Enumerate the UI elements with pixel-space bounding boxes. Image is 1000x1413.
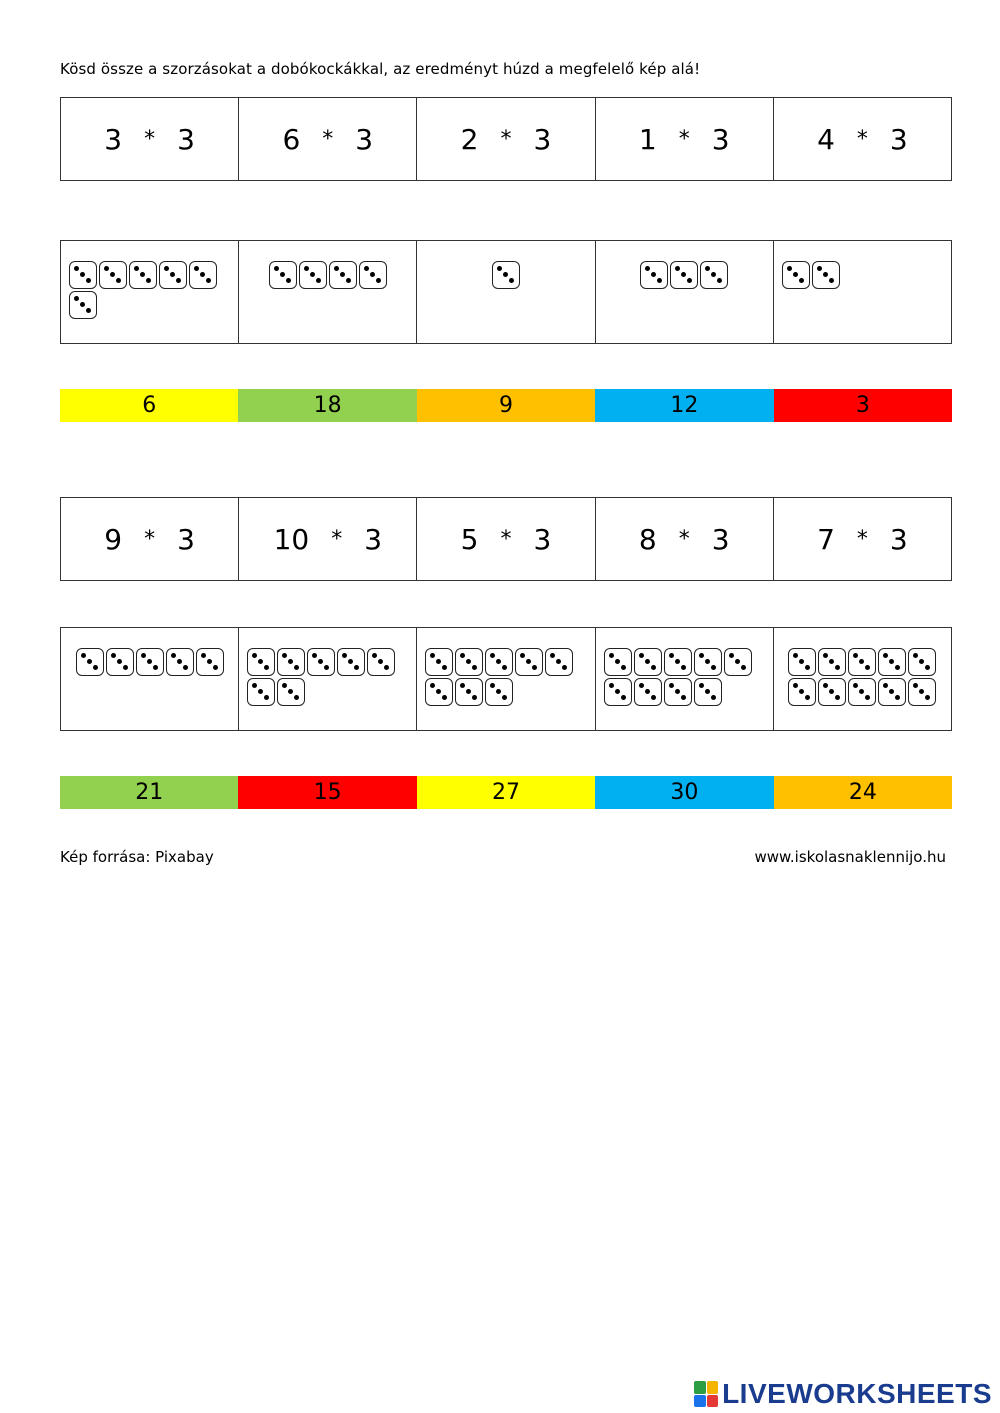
- factor-a: 10: [273, 522, 310, 556]
- answer-tile[interactable]: 12: [595, 389, 773, 422]
- dice-pip: [829, 278, 834, 283]
- dice-pip: [853, 653, 858, 658]
- dice-pip: [829, 689, 834, 694]
- website-link[interactable]: www.iskolasnaklennijo.hu: [754, 848, 946, 866]
- dice-pip: [925, 695, 930, 700]
- expression-cell: [417, 498, 595, 580]
- dice-pip: [853, 683, 858, 688]
- dice-drop-cell[interactable]: [596, 628, 774, 730]
- dice-three-icon: [908, 648, 936, 676]
- dice-pip: [442, 665, 447, 670]
- dice-three-icon: [76, 648, 104, 676]
- dice-pip: [183, 665, 188, 670]
- multiply-sign: *: [144, 526, 156, 552]
- dice-pip: [86, 278, 91, 283]
- dice-pip: [793, 653, 798, 658]
- dice-pip: [883, 683, 888, 688]
- factor-a: 6: [282, 122, 301, 156]
- dice-pip: [532, 665, 537, 670]
- dice-three-icon: [664, 648, 692, 676]
- dice-pip: [104, 266, 109, 271]
- dice-three-icon: [106, 648, 134, 676]
- expression-cell: [239, 98, 417, 180]
- dice-pip: [889, 689, 894, 694]
- dice-three-icon: [455, 648, 483, 676]
- dice-pip: [213, 665, 218, 670]
- dice-pip: [823, 653, 828, 658]
- dice-pip: [895, 695, 900, 700]
- expression-cell: [61, 498, 239, 580]
- logo-square: [694, 1381, 706, 1394]
- answer-tile[interactable]: 3: [774, 389, 952, 422]
- dice-pip: [282, 653, 287, 658]
- dice-pip: [466, 659, 471, 664]
- dice-pip: [153, 665, 158, 670]
- dice-three-icon: [247, 648, 275, 676]
- dice-drop-cell[interactable]: [774, 241, 951, 343]
- dice-pip: [490, 683, 495, 688]
- dice-pip: [835, 665, 840, 670]
- dice-pip: [74, 266, 79, 271]
- dice-pip: [913, 683, 918, 688]
- answer-bar-1: [60, 389, 952, 422]
- dice-pip: [681, 695, 686, 700]
- instruction-text: Kösd össze a szorzásokat a dobókockákkal, az eredményt húzd a megfelelő kép alá!: [60, 60, 701, 78]
- dice-pip: [823, 272, 828, 277]
- dice-pip: [201, 653, 206, 658]
- dice-pip: [81, 653, 86, 658]
- dice-pip: [141, 653, 146, 658]
- dice-pip: [799, 689, 804, 694]
- dice-pip: [87, 659, 92, 664]
- dice-pip: [651, 695, 656, 700]
- dice-pip: [615, 689, 620, 694]
- dice-pip: [116, 278, 121, 283]
- dice-pip: [318, 659, 323, 664]
- dice-three-icon: [878, 648, 906, 676]
- dice-three-icon: [166, 648, 194, 676]
- multiply-sign: *: [856, 126, 868, 152]
- dice-drop-cell[interactable]: [774, 628, 951, 730]
- dice-pip: [436, 659, 441, 664]
- dice-pip: [793, 272, 798, 277]
- dice-pip: [675, 659, 680, 664]
- dice-pip: [258, 659, 263, 664]
- dice-three-icon: [425, 678, 453, 706]
- dice-pip: [294, 695, 299, 700]
- dice-pip: [200, 272, 205, 277]
- dice-three-icon: [545, 648, 573, 676]
- dice-pip: [312, 653, 317, 658]
- dice-three-icon: [515, 648, 543, 676]
- dice-pip: [645, 689, 650, 694]
- dice-pip: [526, 659, 531, 664]
- factor-b: 3: [711, 522, 730, 556]
- answer-tile[interactable]: 24: [774, 776, 952, 809]
- dice-pip: [865, 665, 870, 670]
- dice-drop-cell[interactable]: [417, 628, 595, 730]
- dice-pip: [711, 665, 716, 670]
- factor-b: 3: [355, 122, 374, 156]
- image-source: Kép forrása: Pixabay: [60, 848, 214, 866]
- dice-three-icon: [818, 678, 846, 706]
- factor-b: 3: [364, 522, 383, 556]
- dice-row-1: [60, 240, 952, 344]
- dice-pip: [111, 653, 116, 658]
- dice-three-icon: [269, 261, 297, 289]
- dice-three-icon: [367, 648, 395, 676]
- dice-pip: [460, 683, 465, 688]
- dice-pip: [645, 659, 650, 664]
- dice-three-icon: [307, 648, 335, 676]
- dice-pip: [503, 272, 508, 277]
- factor-b: 3: [177, 522, 195, 556]
- answer-tile[interactable]: 27: [417, 776, 595, 809]
- dice-three-icon: [848, 648, 876, 676]
- dice-pip: [711, 272, 716, 277]
- dice-pip: [282, 683, 287, 688]
- dice-pip: [639, 653, 644, 658]
- dice-pip: [80, 302, 85, 307]
- dice-drop-cell[interactable]: [417, 241, 595, 343]
- factor-a: 7: [817, 522, 835, 556]
- dice-pip: [741, 665, 746, 670]
- dice-pip: [497, 266, 502, 271]
- dice-pip: [502, 695, 507, 700]
- dice-pip: [705, 266, 710, 271]
- expression-row-1: [60, 97, 952, 181]
- dice-three-icon: [788, 678, 816, 706]
- dice-pip: [895, 665, 900, 670]
- dice-three-icon: [492, 261, 520, 289]
- dice-pip: [621, 695, 626, 700]
- dice-pip: [550, 653, 555, 658]
- dice-pip: [274, 266, 279, 271]
- factor-b: 3: [889, 122, 908, 156]
- dice-pip: [699, 653, 704, 658]
- dice-row-2: [60, 627, 952, 731]
- dice-pip: [681, 272, 686, 277]
- dice-three-icon: [69, 261, 97, 289]
- factor-b: 3: [533, 522, 552, 556]
- dice-pip: [556, 659, 561, 664]
- dice-pip: [669, 683, 674, 688]
- dice-pip: [378, 659, 383, 664]
- dice-pip: [829, 659, 834, 664]
- dice-pip: [384, 665, 389, 670]
- answer-tile[interactable]: 9: [417, 389, 595, 422]
- dice-pip: [735, 659, 740, 664]
- dice-pip: [711, 695, 716, 700]
- multiply-sign: *: [678, 526, 690, 552]
- dice-pip: [799, 278, 804, 283]
- dice-three-icon: [634, 678, 662, 706]
- answer-tile[interactable]: 21: [60, 776, 238, 809]
- dice-pip: [496, 659, 501, 664]
- dice-three-icon: [782, 261, 810, 289]
- dice-three-icon: [878, 678, 906, 706]
- logo-square: [707, 1395, 719, 1408]
- expression-cell: [774, 498, 951, 580]
- dice-pip: [340, 272, 345, 277]
- dice-drop-cell[interactable]: [61, 628, 239, 730]
- dice-pip: [354, 665, 359, 670]
- dice-pip: [324, 665, 329, 670]
- dice-three-icon: [99, 261, 127, 289]
- dice-pip: [472, 695, 477, 700]
- dice-pip: [288, 689, 293, 694]
- dice-pip: [264, 665, 269, 670]
- answer-bar-2: [60, 776, 952, 809]
- dice-pip: [140, 272, 145, 277]
- expression-cell: [774, 98, 951, 180]
- dice-pip: [342, 653, 347, 658]
- dice-three-icon: [604, 648, 632, 676]
- expression-cell: [596, 98, 774, 180]
- factor-a: 1: [638, 122, 657, 156]
- dice-pip: [699, 683, 704, 688]
- answer-tile[interactable]: 18: [238, 389, 416, 422]
- dice-pip: [562, 665, 567, 670]
- multiply-sign: *: [322, 126, 334, 152]
- logo-square: [694, 1395, 706, 1408]
- dice-pip: [252, 653, 257, 658]
- dice-drop-cell[interactable]: [239, 628, 417, 730]
- dice-pip: [865, 695, 870, 700]
- dice-pip: [74, 296, 79, 301]
- dice-three-icon: [337, 648, 365, 676]
- dice-pip: [288, 659, 293, 664]
- multiply-sign: *: [678, 126, 690, 152]
- dice-pip: [147, 659, 152, 664]
- dice-pip: [520, 653, 525, 658]
- factor-a: 8: [638, 522, 657, 556]
- expression-cell: [417, 98, 595, 180]
- dice-pip: [681, 665, 686, 670]
- dice-pip: [925, 665, 930, 670]
- factor-a: 9: [104, 522, 123, 556]
- dice-three-icon: [425, 648, 453, 676]
- dice-three-icon: [664, 678, 692, 706]
- dice-pip: [164, 266, 169, 271]
- dice-pip: [817, 266, 822, 271]
- dice-pip: [919, 689, 924, 694]
- dice-pip: [799, 659, 804, 664]
- dice-pip: [346, 278, 351, 283]
- dice-three-icon: [455, 678, 483, 706]
- dice-three-icon: [812, 261, 840, 289]
- factor-b: 3: [889, 522, 908, 556]
- dice-pip: [705, 689, 710, 694]
- factor-a: 5: [460, 522, 479, 556]
- dice-three-icon: [247, 678, 275, 706]
- dice-pip: [823, 683, 828, 688]
- dice-pip: [372, 653, 377, 658]
- multiply-sign: *: [856, 526, 868, 552]
- dice-pip: [913, 653, 918, 658]
- dice-pip: [252, 683, 257, 688]
- dice-pip: [80, 272, 85, 277]
- dice-pip: [258, 689, 263, 694]
- dice-pip: [171, 653, 176, 658]
- factor-a: 3: [104, 122, 123, 156]
- dice-pip: [502, 665, 507, 670]
- dice-pip: [177, 659, 182, 664]
- dice-pip: [460, 653, 465, 658]
- dice-pip: [472, 665, 477, 670]
- dice-pip: [86, 308, 91, 313]
- multiply-sign: *: [500, 126, 512, 152]
- dice-pip: [609, 683, 614, 688]
- dice-pip: [787, 266, 792, 271]
- dice-three-icon: [694, 678, 722, 706]
- dice-pip: [430, 653, 435, 658]
- logo-square: [707, 1381, 719, 1394]
- expression-cell: [239, 498, 417, 580]
- dice-three-icon: [129, 261, 157, 289]
- dice-pip: [310, 272, 315, 277]
- dice-pip: [883, 653, 888, 658]
- dice-three-icon: [277, 678, 305, 706]
- dice-three-icon: [299, 261, 327, 289]
- liveworksheets-brand: [694, 1378, 992, 1410]
- dice-pip: [146, 278, 151, 283]
- dice-pip: [919, 659, 924, 664]
- dice-three-icon: [724, 648, 752, 676]
- dice-pip: [264, 695, 269, 700]
- dice-pip: [334, 266, 339, 271]
- dice-pip: [805, 695, 810, 700]
- multiply-sign: *: [500, 526, 512, 552]
- dice-pip: [207, 659, 212, 664]
- dice-pip: [348, 659, 353, 664]
- dice-pip: [621, 665, 626, 670]
- dice-three-icon: [159, 261, 187, 289]
- dice-pip: [364, 266, 369, 271]
- dice-pip: [170, 272, 175, 277]
- dice-three-icon: [485, 678, 513, 706]
- dice-three-icon: [136, 648, 164, 676]
- dice-three-icon: [788, 648, 816, 676]
- dice-pip: [316, 278, 321, 283]
- dice-pip: [110, 272, 115, 277]
- dice-pip: [639, 683, 644, 688]
- dice-pip: [805, 665, 810, 670]
- dice-pip: [669, 653, 674, 658]
- dice-pip: [123, 665, 128, 670]
- dice-pip: [615, 659, 620, 664]
- dice-three-icon: [329, 261, 357, 289]
- dice-three-icon: [359, 261, 387, 289]
- dice-pip: [609, 653, 614, 658]
- dice-pip: [194, 266, 199, 271]
- dice-pip: [304, 266, 309, 271]
- dice-pip: [889, 659, 894, 664]
- dice-pip: [651, 272, 656, 277]
- dice-pip: [376, 278, 381, 283]
- dice-pip: [509, 278, 514, 283]
- dice-pip: [286, 278, 291, 283]
- dice-pip: [436, 689, 441, 694]
- dice-three-icon: [640, 261, 668, 289]
- dice-pip: [442, 695, 447, 700]
- dice-pip: [294, 665, 299, 670]
- factor-a: 4: [817, 122, 835, 156]
- dice-pip: [729, 653, 734, 658]
- brand-wordmark: LIVEWORKSHEETS: [722, 1378, 992, 1409]
- dice-pip: [717, 278, 722, 283]
- answer-tile[interactable]: 15: [238, 776, 416, 809]
- dice-pip: [835, 695, 840, 700]
- dice-pip: [645, 266, 650, 271]
- dice-pip: [657, 278, 662, 283]
- dice-pip: [206, 278, 211, 283]
- dice-pip: [490, 653, 495, 658]
- factor-b: 3: [711, 122, 730, 156]
- dice-pip: [496, 689, 501, 694]
- dice-pip: [675, 266, 680, 271]
- multiply-sign: *: [331, 526, 343, 552]
- dice-pip: [651, 665, 656, 670]
- expression-cell: [596, 498, 774, 580]
- dice-three-icon: [670, 261, 698, 289]
- dice-pip: [466, 689, 471, 694]
- dice-pip: [430, 683, 435, 688]
- dice-drop-cell[interactable]: [596, 241, 774, 343]
- dice-pip: [134, 266, 139, 271]
- dice-three-icon: [196, 648, 224, 676]
- factor-b: 3: [177, 122, 195, 156]
- dice-three-icon: [700, 261, 728, 289]
- dice-three-icon: [694, 648, 722, 676]
- dice-three-icon: [908, 678, 936, 706]
- answer-tile[interactable]: 6: [60, 389, 238, 422]
- liveworksheets-logo-icon: [694, 1381, 718, 1407]
- dice-drop-cell[interactable]: [239, 241, 417, 343]
- dice-pip: [280, 272, 285, 277]
- dice-pip: [859, 689, 864, 694]
- factor-a: 2: [460, 122, 479, 156]
- dice-pip: [370, 272, 375, 277]
- dice-drop-cell[interactable]: [61, 241, 239, 343]
- factor-b: 3: [533, 122, 552, 156]
- dice-three-icon: [277, 648, 305, 676]
- dice-three-icon: [69, 291, 97, 319]
- expression-cell: [61, 98, 239, 180]
- dice-pip: [675, 689, 680, 694]
- expression-row-2: [60, 497, 952, 581]
- dice-pip: [793, 683, 798, 688]
- dice-three-icon: [604, 678, 632, 706]
- dice-three-icon: [818, 648, 846, 676]
- dice-three-icon: [634, 648, 662, 676]
- dice-pip: [93, 665, 98, 670]
- dice-three-icon: [848, 678, 876, 706]
- dice-pip: [859, 659, 864, 664]
- multiply-sign: *: [144, 126, 156, 152]
- dice-pip: [705, 659, 710, 664]
- dice-pip: [687, 278, 692, 283]
- dice-pip: [117, 659, 122, 664]
- dice-three-icon: [485, 648, 513, 676]
- dice-pip: [176, 278, 181, 283]
- answer-tile[interactable]: 30: [595, 776, 773, 809]
- dice-three-icon: [189, 261, 217, 289]
